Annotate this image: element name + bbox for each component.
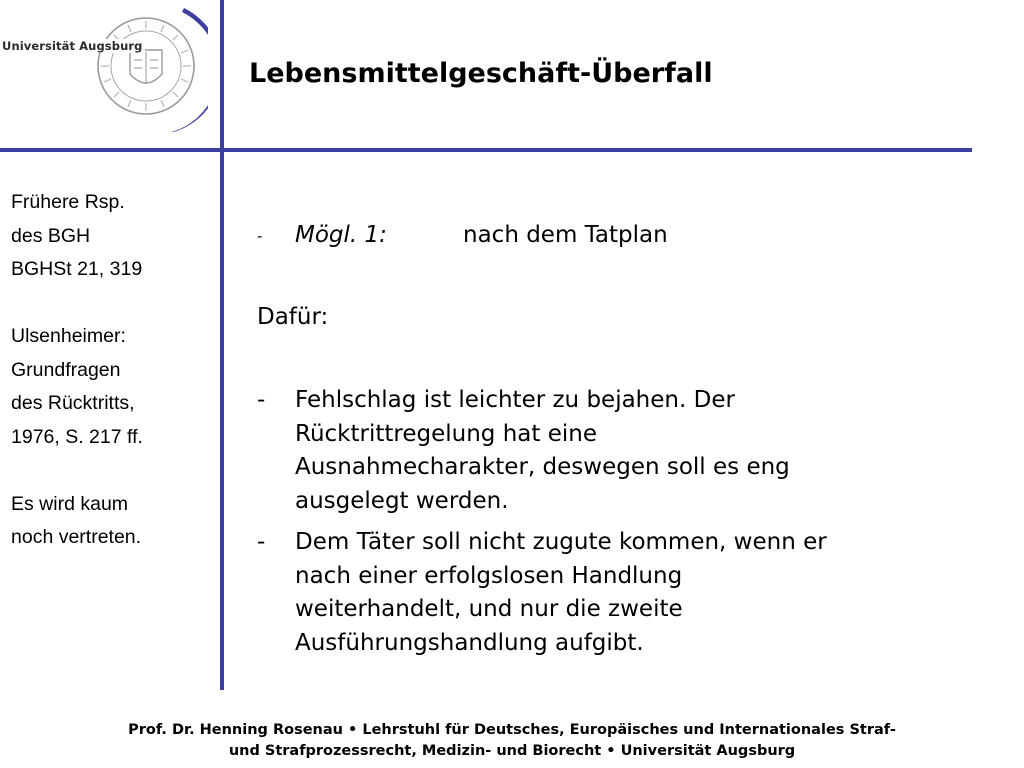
- option-value: nach dem Tatplan: [463, 222, 668, 248]
- footer-line: und Strafprozessrecht, Medizin- und Biorecht • Universität Augsburg: [228, 743, 796, 759]
- bullet-text-line: Rücktrittregelung hat eine: [295, 420, 597, 447]
- bullet-text-line: ausgelegt werden.: [295, 487, 509, 514]
- option-dash: -: [257, 226, 263, 245]
- sidebar-line: Es wird kaum: [11, 492, 129, 515]
- pro-heading: Dafür:: [257, 304, 329, 330]
- university-name: Universität Augsburg: [2, 39, 145, 53]
- bullet-text-line: Ausnahmecharakter, deswegen soll es eng: [295, 454, 790, 480]
- bullet-dash: -: [257, 387, 266, 413]
- bullet-text-line: Ausführungshandlung aufgibt.: [295, 629, 644, 656]
- sidebar-line: des BGH: [11, 224, 91, 247]
- list-item: [257, 384, 972, 518]
- argument-list: [257, 384, 972, 668]
- horizontal-divider: [0, 148, 972, 152]
- sidebar-line: 1976, S. 217 ff.: [11, 425, 143, 448]
- sidebar-line: BGHSt 21, 319: [11, 258, 143, 280]
- university-logo: [0, 0, 222, 150]
- slide-title: Lebensmittelgeschäft-Überfall: [249, 58, 713, 89]
- bullet-text-line: nach einer erfolgslosen Handlung: [295, 562, 683, 589]
- sidebar-notes: [11, 186, 216, 555]
- option-row: [257, 222, 668, 248]
- footer: [0, 720, 1024, 762]
- footer-line: Prof. Dr. Henning Rosenau • Lehrstuhl für Deutsches, Europäisches und Internationales Straf-: [128, 722, 896, 738]
- bullet-dash: -: [257, 529, 266, 555]
- bullet-text-line: Dem Täter soll nicht zugute kommen, wenn er: [295, 529, 827, 555]
- sidebar-line: Grundfragen: [11, 358, 121, 381]
- vertical-divider: [220, 0, 224, 690]
- sidebar-line: Frühere Rsp.: [11, 191, 125, 213]
- university-seal-icon: [86, 2, 208, 132]
- sidebar-line: des Rücktritts,: [11, 392, 135, 414]
- sidebar-line: Ulsenheimer:: [11, 325, 126, 347]
- bullet-text-line: Fehlschlag ist leichter zu bejahen. Der: [295, 387, 735, 413]
- bullet-text-line: weiterhandelt, und nur die zweite: [295, 596, 683, 622]
- list-item: [257, 526, 972, 660]
- sidebar-line: noch vertreten.: [11, 526, 142, 548]
- option-label: Mögl. 1:: [295, 222, 387, 248]
